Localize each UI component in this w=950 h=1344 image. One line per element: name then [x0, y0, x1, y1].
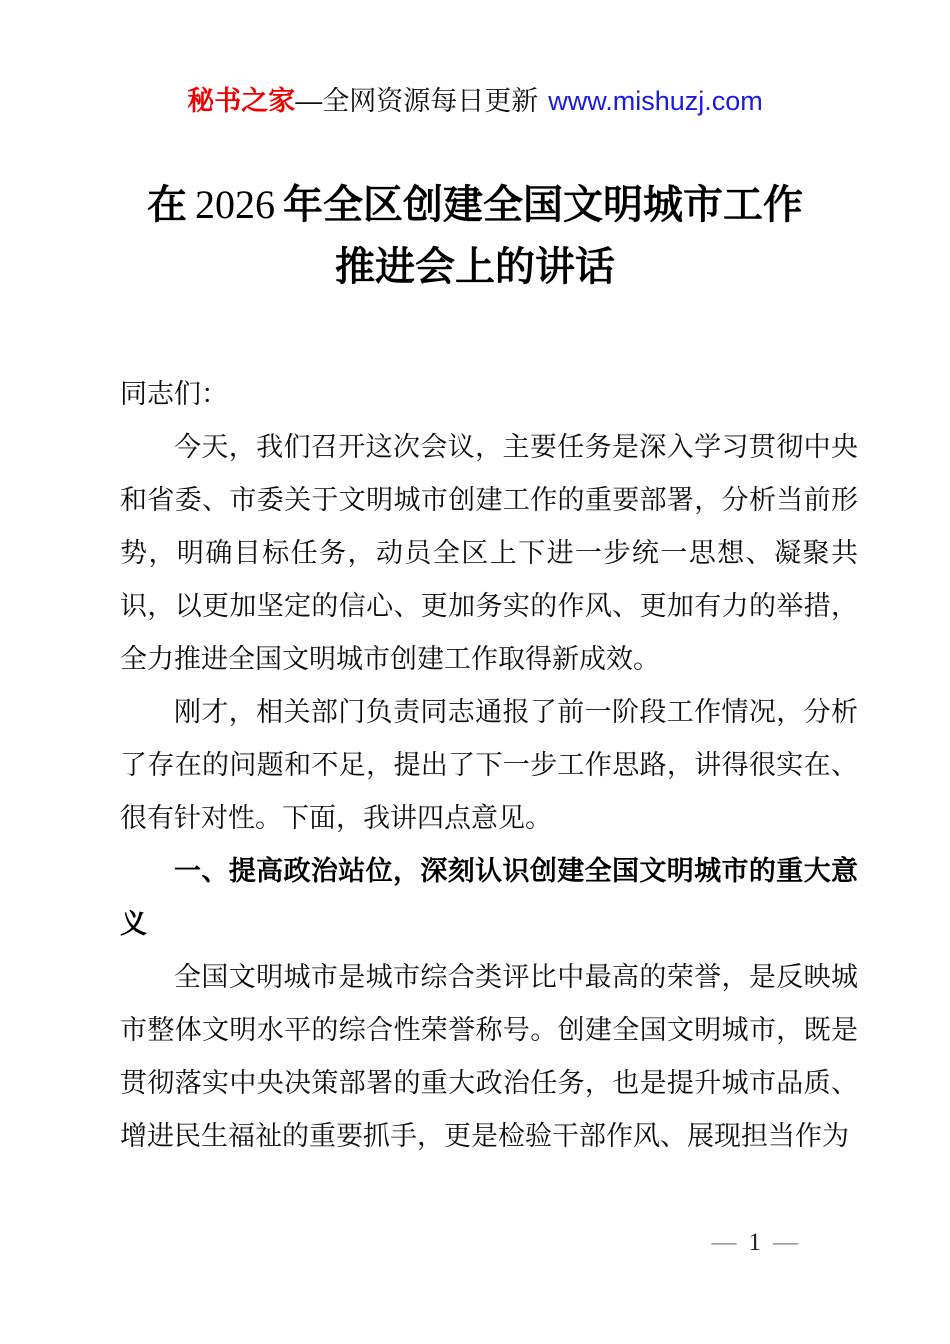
page-number-dash-left: — [711, 1229, 737, 1256]
document-title [0, 174, 950, 298]
section-heading-1: 一、提高政治站位，深刻认识创建全国文明城市的重大意义 [120, 856, 858, 939]
title-text-prefix: 在 [147, 183, 187, 227]
page-number-dash-right: — [773, 1229, 798, 1256]
title-text-rest: 年全区创建全国文明城市工作 [283, 183, 803, 227]
paragraph-1: 今天，我们召开这次会议，主要任务是深入学习贯彻中央和省委、市委关于文明城市创建工作的重要部署，分析当前形势，明确目标任务，动员全区上下进一步统一思想、凝聚共识，以更加坚定的信心、更加务实的作风、更加有力的举措，全力推进全国文明城市创建工作取得新成效。 [120, 432, 858, 674]
title-year: 2026 [195, 182, 275, 227]
paragraph-3: 全国文明城市是城市综合类评比中最高的荣誉，是反映城市整体文明水平的综合性荣誉称号。创建全国文明城市，既是贯彻落实中央决策部署的重大政治任务，也是提升城市品质、增进民生福祉的重要抓手，更是检验干部作风、展现担当作为 [120, 962, 858, 1151]
site-brand: 秘书之家 [187, 86, 296, 116]
document-body [120, 368, 858, 1163]
title-line-1 [0, 174, 950, 236]
site-url-link[interactable]: www.mishuzj.com [548, 86, 763, 116]
page-number [712, 1230, 799, 1255]
page-number-value: 1 [748, 1229, 761, 1256]
site-header [0, 84, 950, 118]
paragraph-2: 刚才，相关部门负责同志通报了前一阶段工作情况，分析了存在的问题和不足，提出了下一步工作思路，讲得很实在、很有针对性。下面，我讲四点意见。 [120, 697, 858, 833]
title-line-2: 推进会上的讲话 [335, 245, 615, 289]
site-tagline: —全网资源每日更新 [295, 86, 539, 116]
salutation: 同志们： [120, 379, 228, 409]
